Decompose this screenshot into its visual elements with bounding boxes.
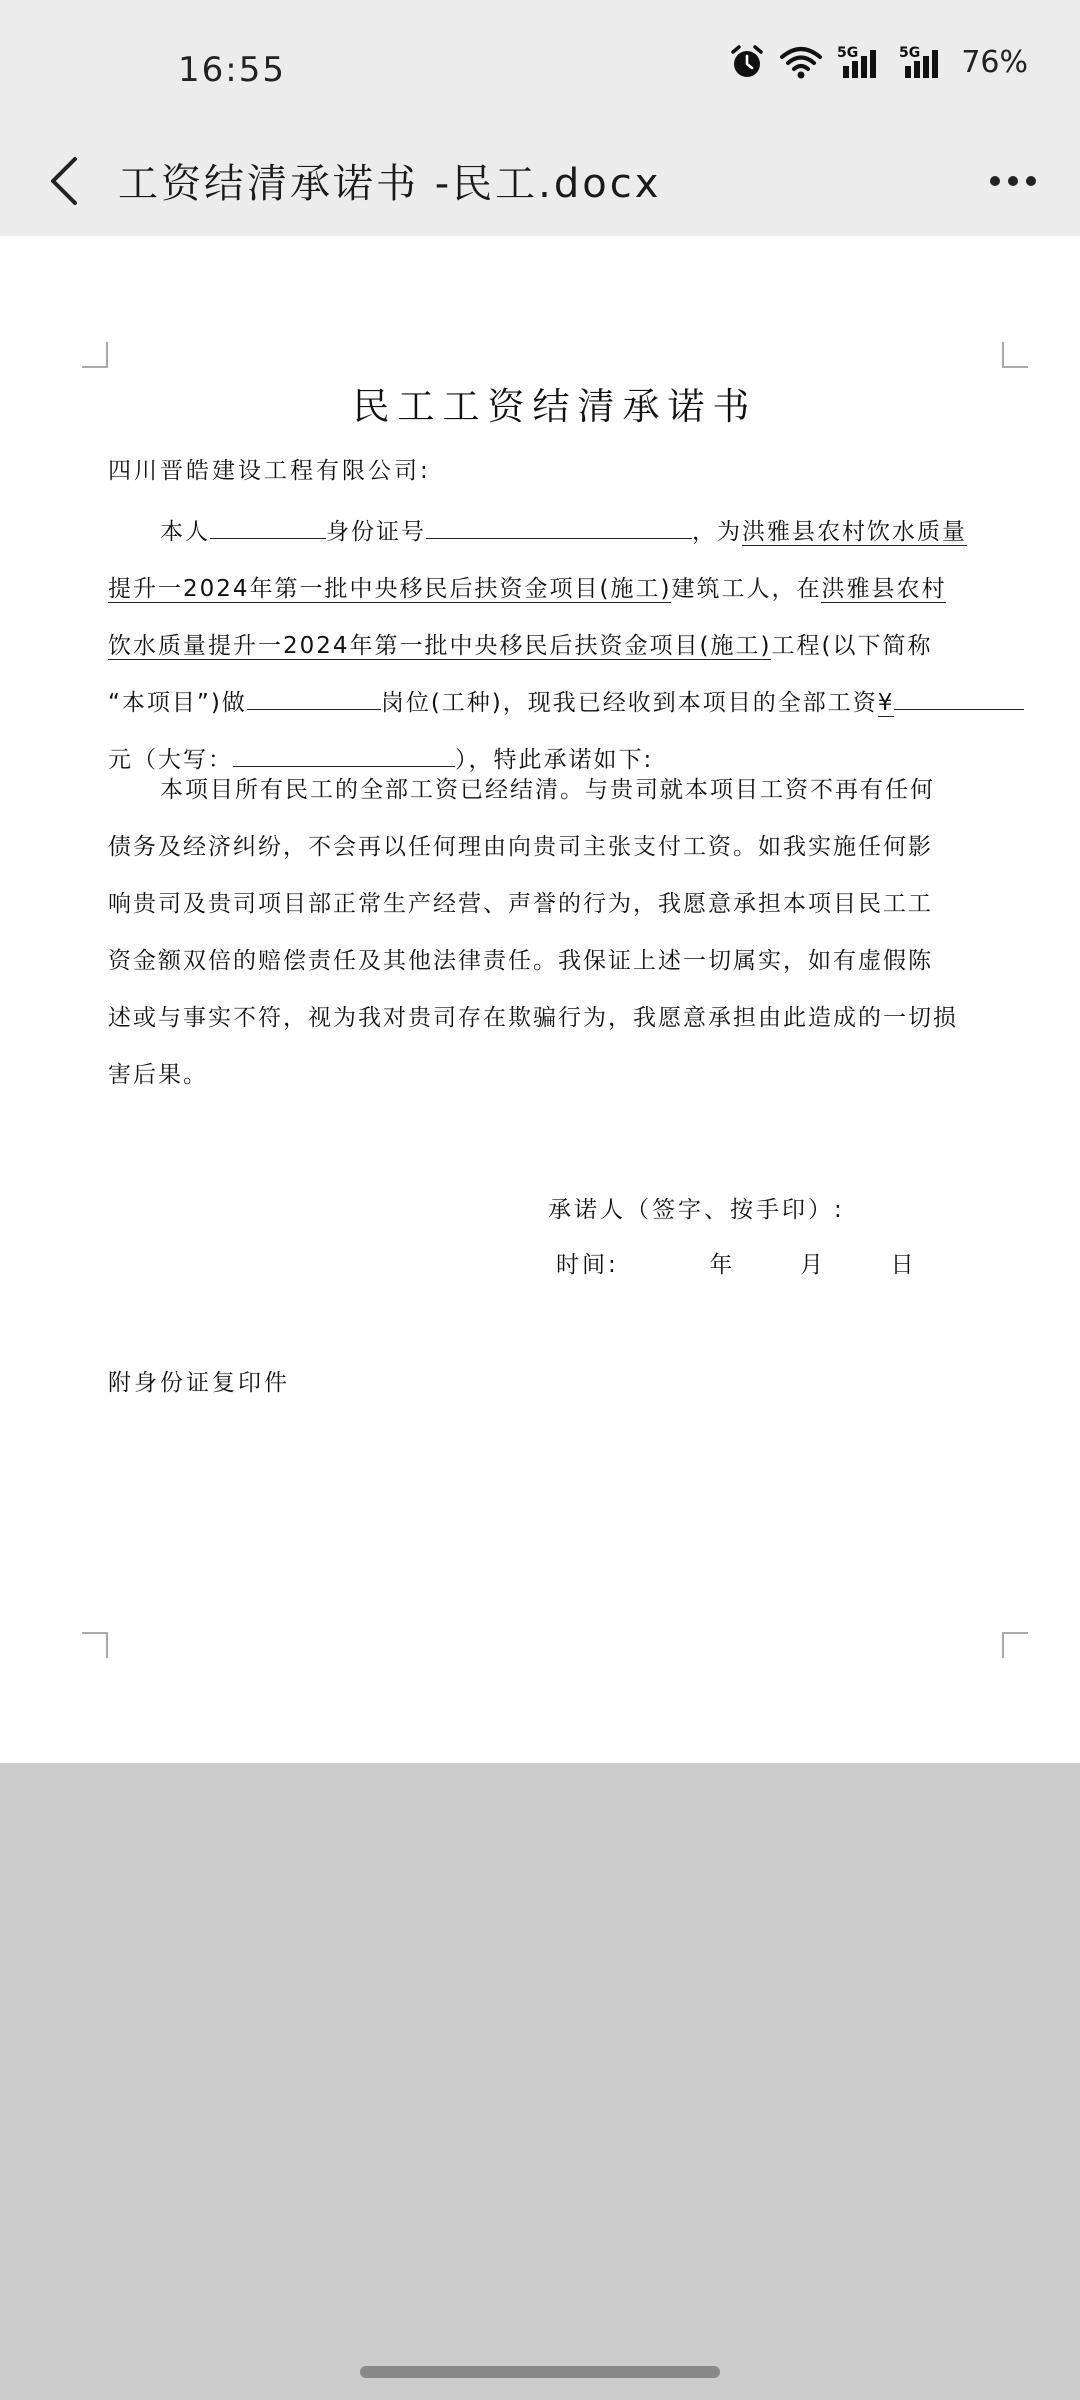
back-button[interactable] [30, 146, 100, 216]
date-month: 月 [800, 1252, 826, 1278]
text-span: 岗位(工种)，现我已经收到本项目的全部工资 [380, 690, 878, 716]
status-time: 16:55 [178, 50, 286, 90]
alarm-icon [729, 44, 765, 80]
page-corner-mark [1002, 342, 1028, 368]
viewer-background [0, 1763, 1080, 2400]
network-label-1: 5G [837, 45, 859, 61]
text-span: ，为 [692, 519, 742, 545]
wifi-icon [779, 44, 823, 80]
currency-symbol: ¥ [877, 690, 895, 716]
paragraph-line [108, 618, 1002, 675]
text-span: 建筑工人，在 [671, 576, 822, 602]
document-title: 工资结清承诺书 -民工.docx [118, 161, 662, 207]
paragraph-line [108, 762, 1002, 819]
paragraph-line: 债务及经济纠纷，不会再以任何理由向贵司主张支付工资。如我实施任何影 [108, 834, 933, 860]
text-span: 本项目所有民工的全部工资已经结清。与贵司就本项目工资不再有任何 [160, 777, 935, 803]
name-blank [210, 514, 326, 539]
text-span: 本人 [160, 519, 210, 545]
date-year: 年 [709, 1252, 736, 1278]
document-page[interactable] [0, 236, 1080, 1763]
more-horizontal-icon [988, 174, 1038, 188]
date-line [556, 1246, 917, 1279]
paragraph-line: 害后果。 [108, 1062, 208, 1088]
project-name-underlined: 洪雅县农村 [821, 576, 947, 602]
text-span: ），特此承诺如下: [455, 747, 654, 773]
date-label: 时间: [556, 1252, 619, 1278]
paragraph-line: 资金额双倍的赔偿责任及其他法律责任。我保证上述一切属实，如有虚假陈 [108, 948, 933, 974]
amount-blank [894, 685, 1024, 710]
position-blank [247, 685, 381, 710]
paragraph-line [108, 504, 1002, 561]
text-span: “本项目”)做 [108, 690, 247, 716]
project-name-underlined: 饮水质量提升一2024年第一批中央移民后扶资金项目(施工) [108, 633, 772, 659]
signal-5g-icon [837, 44, 885, 80]
paragraph-line [108, 675, 1002, 732]
text-span: 身份证号 [326, 519, 426, 545]
page-corner-mark [1002, 1632, 1028, 1658]
paragraph-declaration [108, 504, 1002, 789]
page-corner-mark [82, 1632, 108, 1658]
chevron-left-icon [45, 155, 85, 207]
signature-label: 承诺人（签字、按手印）: [548, 1197, 845, 1223]
addressee: 四川晋皓建设工程有限公司: [108, 458, 431, 484]
text-span: 元（大写： [108, 747, 233, 773]
network-label-2: 5G [899, 45, 921, 61]
paragraph-line [108, 561, 1002, 618]
home-indicator[interactable] [360, 2366, 720, 2378]
date-day: 日 [890, 1252, 917, 1278]
document-heading: 民工工资结清承诺书 [352, 385, 758, 428]
page-corner-mark [82, 342, 108, 368]
project-name-underlined: 提升一2024年第一批中央移民后扶资金项目(施工) [108, 576, 672, 602]
paragraph-line: 述或与事实不符，视为我对贵司存在欺骗行为，我愿意承担由此造成的一切损 [108, 1005, 958, 1031]
paragraph-commitment [108, 762, 1002, 1104]
status-icons [729, 44, 1028, 80]
attachment-note: 附身份证复印件 [108, 1370, 290, 1396]
paragraph-line: 响贵司及贵司项目部正常生产经营、声誉的行为，我愿意承担本项目民工工 [108, 891, 933, 917]
title-bar [0, 128, 1080, 236]
project-name-underlined: 洪雅县农村饮水质量 [742, 519, 967, 545]
signal-5g-icon [899, 44, 947, 80]
id-number-blank [426, 514, 692, 539]
battery-level: 76% [961, 44, 1028, 80]
more-options-button[interactable] [976, 146, 1050, 216]
text-span: 工程(以下简称 [771, 633, 933, 659]
status-bar [0, 0, 1080, 128]
